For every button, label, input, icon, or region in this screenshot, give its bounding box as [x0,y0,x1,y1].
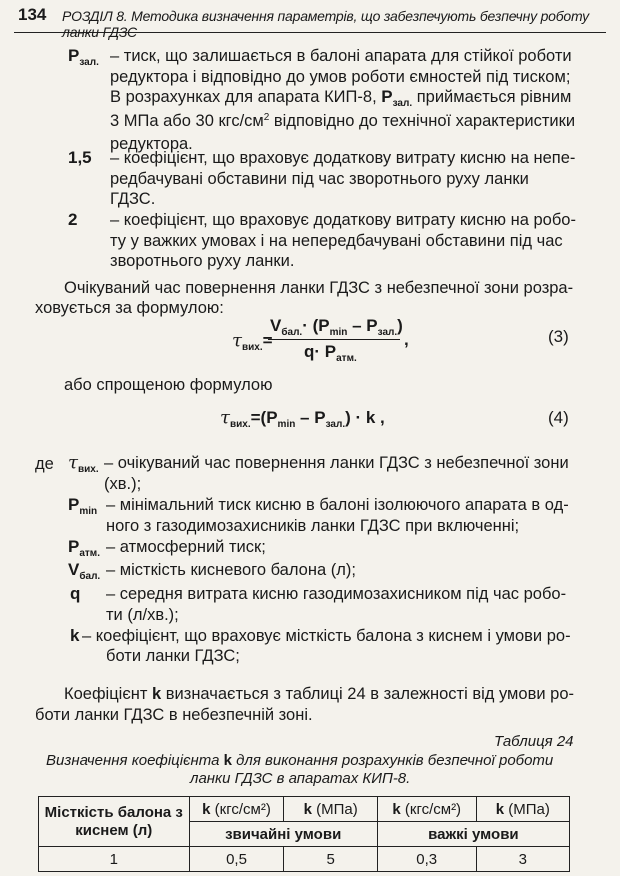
def-line: ту у важких умовах і на непередбачувані обставини під час [110,231,563,250]
formula-3 [232,316,432,364]
def-line: редуктора і відповідно до умов роботи ємностей під тиском; [110,67,571,86]
def-line: (хв.); [104,474,142,493]
def-line: – очікуваний час повернення ланки ГДЗС з небезпечної зони [104,454,569,472]
def-line: 3 МПа або 30 кгс/$см^2$ відповідно до технічної характеристики [110,111,576,130]
def-line: ГДЗС. [110,190,156,208]
def-line: боти ланки ГДЗС; [106,647,240,665]
table-row [39,847,570,872]
equation-number-4: (4) [548,408,569,427]
def-line: редуктора. [110,135,193,153]
def-line: – середня витрата кисню газодимозахисником під час робо- [106,585,567,603]
simplified-label: або спрощеною формулою [64,376,273,394]
def-line: ти (л/хв.); [106,605,179,624]
def-line: В розрахунках для апарата КИП-8, $Р_{зал.}$ приймається рівним [110,87,572,109]
header-k-kgs-hard: k (кгс/см²) [377,797,476,822]
def-line: – коефіцієнт, що враховує додаткову витрату кисню на робо- [110,211,576,229]
formula-3-numerator: $V_{бал.}\cdot (P_{min} - P_{зал.})$ [270,316,403,338]
header-k-kgs-normal: k (кгс/см²) [189,797,284,822]
group-hard: важкі умови [377,822,569,847]
table-cell: 5 [284,847,377,872]
intro-line-2: ховується за формулою: [35,299,224,317]
def-line: – тиск, що залишається в балоні апарата для стійкої роботи [110,47,572,65]
def-line: – коефіцієнт, що враховує додаткову витрату кисню на непе- [110,149,576,167]
group-normal: звичайні умови [189,822,377,847]
def-symbol: $P_{зал.}$ [68,46,99,68]
def-symbol: $P_{атм.}$ [68,537,100,559]
table-cell: 1 [39,847,190,872]
coef-line-2: боти ланки ГДЗС в небезпечній зоні. [35,706,313,724]
def-line: редбачувані обставини під час зворотнього руху ланки [110,169,529,188]
coef-line-1: Коефіцієнт k визначається з таблиці 24 в залежності від умови ро- [64,685,574,703]
chapter-title: РОЗДІЛ 8. Методика визначення параметрів, що забезпечують безпечну роботу ланки ГДЗС [62,8,589,40]
fraction-bar [268,339,400,340]
where-label: де [35,455,54,473]
table-cell: 3 [476,847,569,872]
def-symbol: 2 [68,210,78,229]
formula-3-lhs: $\tau_{вих.}=$ [232,330,273,353]
equation-number-3: (3) [548,327,569,346]
header-capacity: Місткість балона з киснем (л) [39,797,190,847]
table-caption-line-2: ланки ГДЗС в апаратах КИП-8. [190,770,411,787]
table-cell: 0,5 [189,847,284,872]
table-label: Таблиця 24 [494,733,574,750]
def-symbol: $\tau_{вих.}$ [68,452,99,475]
page-header [14,0,606,40]
formula-3-denominator: $q\cdot P_{атм.}$ [304,342,357,364]
def-line: ного з газодимозахисників ланки ГДЗС при включенні; [106,516,520,535]
header-k-mpa-normal: k (МПа) [284,797,377,822]
table-caption-line-1: Визначення коефіцієнта k для виконання розрахунків безпечної роботи [46,752,554,769]
def-line: – атмосферний тиск; [106,538,266,556]
table-cell: 0,3 [377,847,476,872]
def-symbol: 1,5 [68,148,92,167]
def-line: – місткість кисневого балона (л); [106,561,356,579]
def-line: – мінімальний тиск кисню в балоні ізолюючого апарата в од- [106,496,569,514]
formula-4: $\tau_{вих.}=(P_{min} - P_{зал.}) \cdot k$ , [220,407,385,430]
formula-3-comma: , [404,330,409,349]
intro-line-1: Очікуваний час повернення ланки ГДЗС з небезпечної зони розра- [64,279,574,297]
def-line: зворотнього руху ланки. [110,252,295,270]
header-k-mpa-hard: k (МПа) [476,797,569,822]
def-line: – коефіцієнт, що враховує місткість балона з киснем і умови ро- [82,627,571,645]
table-header-row [39,797,570,822]
def-symbol: q [70,584,81,603]
def-symbol: $V_{бал.}$ [68,560,101,582]
table-24 [38,796,570,872]
page-number: 134 [18,5,47,24]
def-symbol: $P_{min}$ [68,495,98,517]
def-symbol: k [70,626,80,645]
